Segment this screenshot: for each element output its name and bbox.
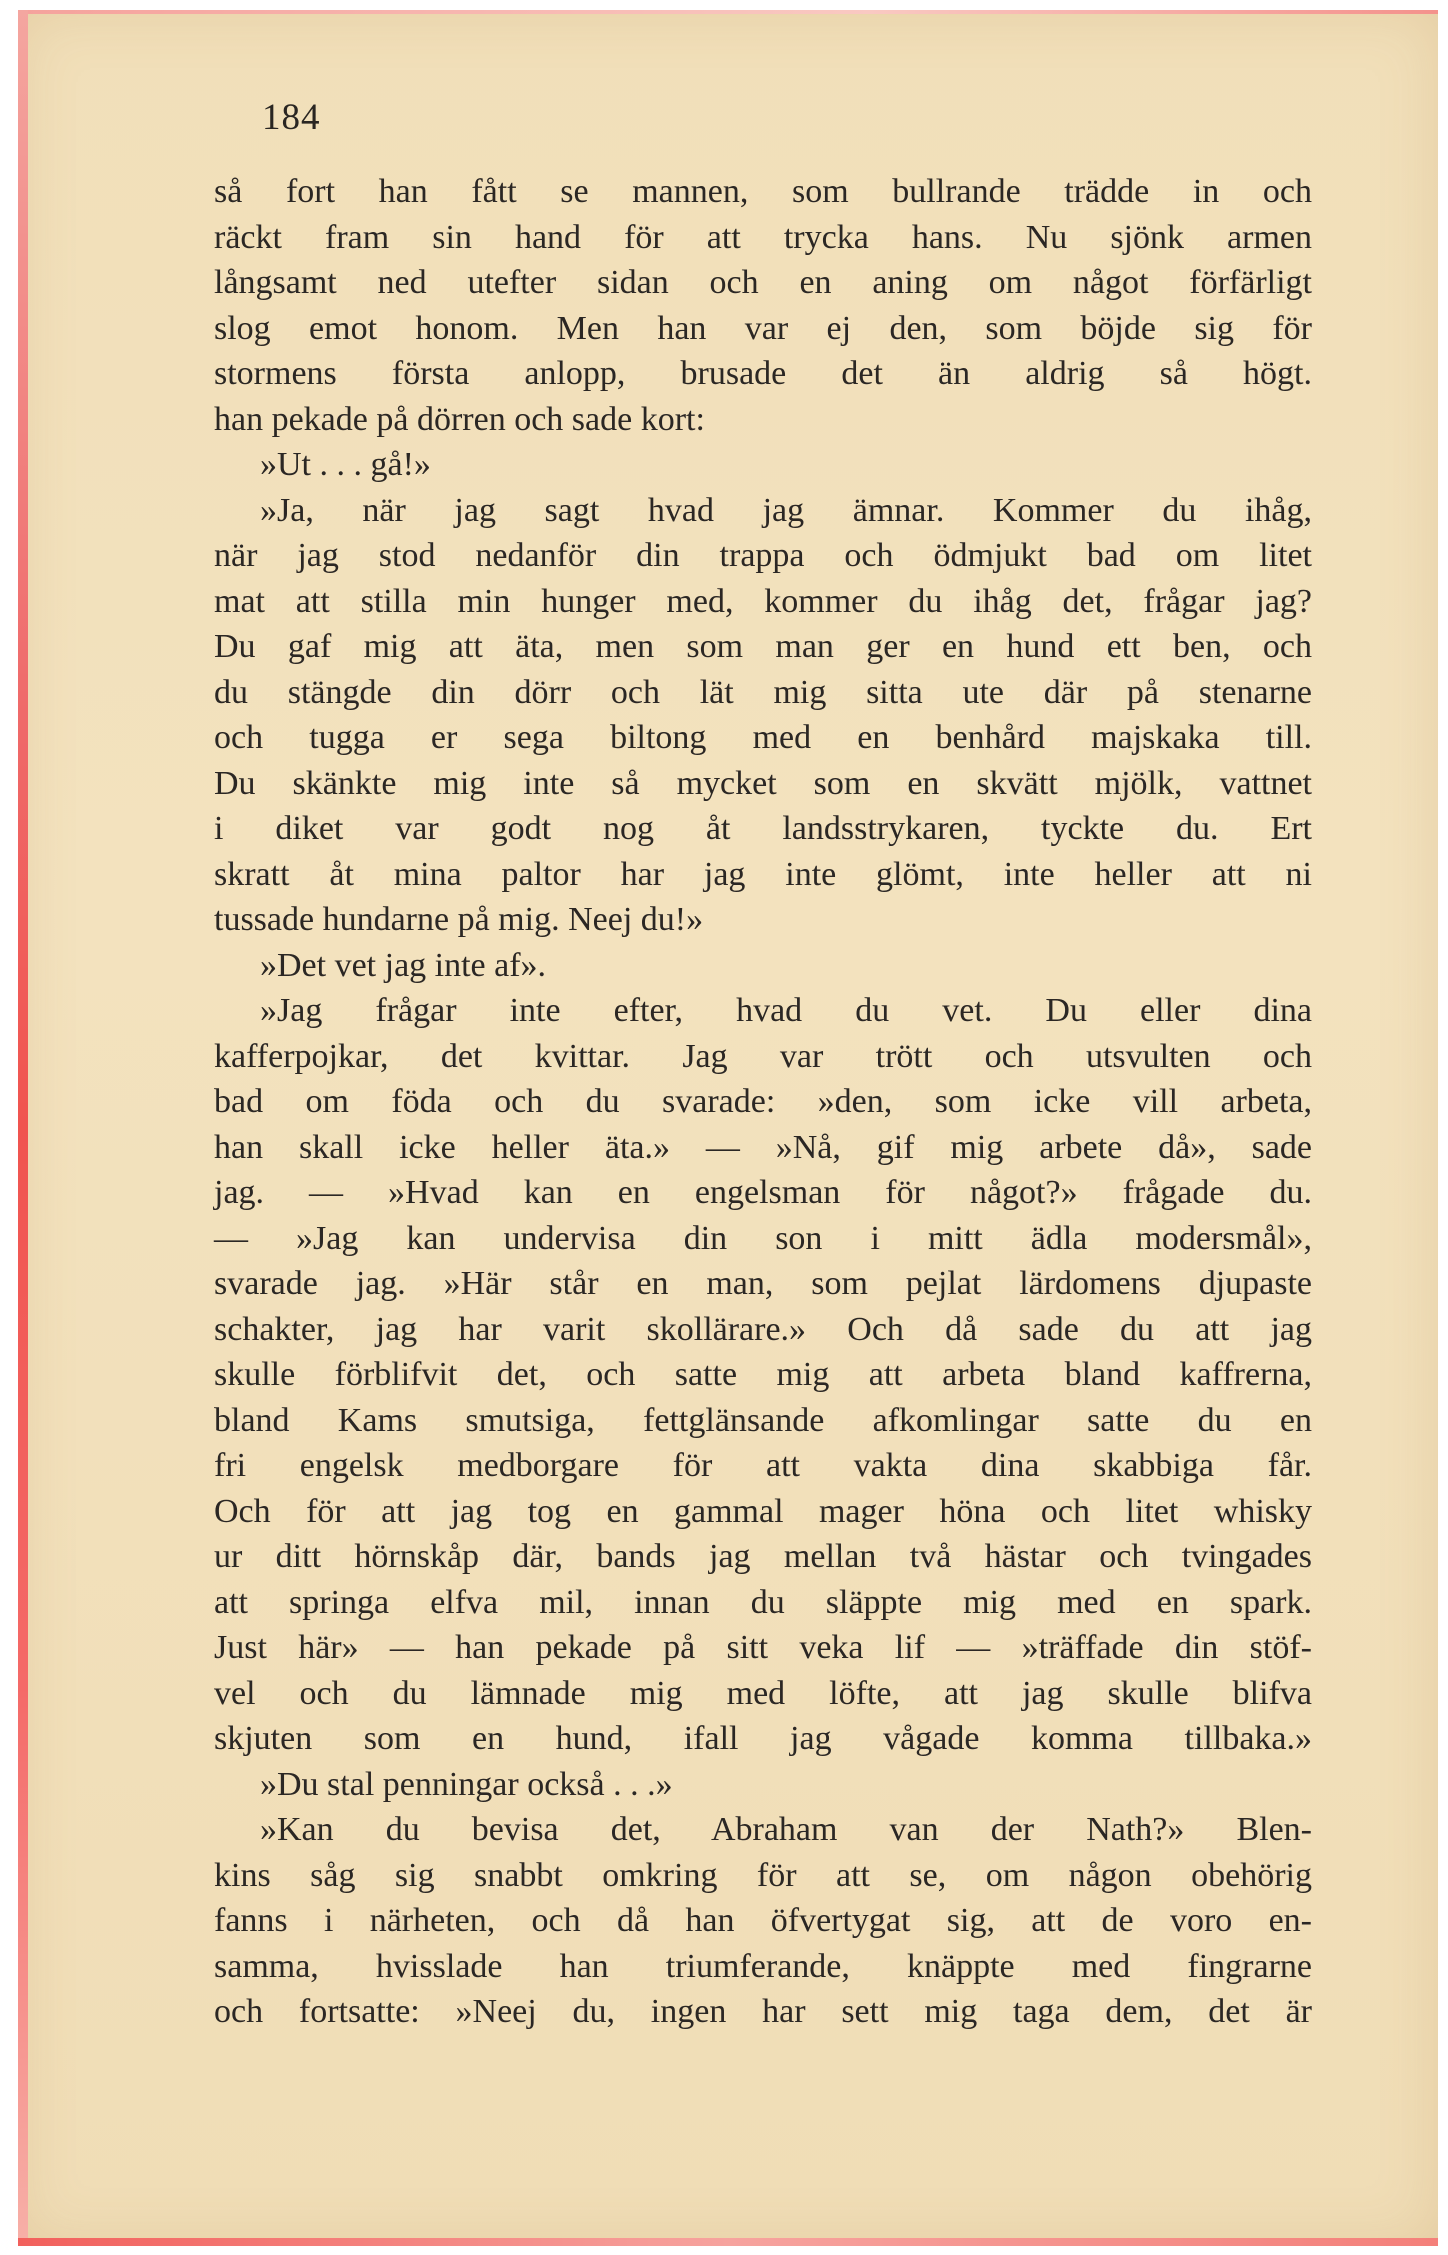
text-line: »Ja, när jag sagt hvad jag ämnar. Kommer du ihåg,	[260, 491, 1312, 529]
text-line: »Det vet jag inte af».	[260, 946, 547, 984]
text-line: du stängde din dörr och lät mig sitta ute där på stenarne	[214, 673, 1312, 711]
text-line: vel och du lämnade mig med löfte, att jag skulle blifva	[214, 1674, 1312, 1712]
text-line: — »Jag kan undervisa din son i mitt ädla modersmål»,	[214, 1219, 1312, 1257]
text-line: jag. — »Hvad kan en engelsman för något?» frågade du.	[214, 1174, 1312, 1211]
text-line: Du skänkte mig inte så mycket som en skvätt mjölk, vattnet	[214, 764, 1312, 802]
text-line: slog emot honom. Men han var ej den, som böjde sig för	[214, 309, 1312, 347]
text-line: att springa elfva mil, innan du släppte mig med en spark.	[214, 1583, 1312, 1621]
text-line: »Kan du bevisa det, Abraham van der Nath?» Blen-	[260, 1811, 1312, 1848]
text-line: kafferpojkar, det kvittar. Jag var trött och utsvulten och	[214, 1037, 1312, 1075]
text-line: »Du stal penningar också . . .»	[260, 1765, 673, 1803]
page-edge-top	[18, 10, 1438, 14]
text-line: bland Kams smutsiga, fettglänsande afkomlingar satte du en	[214, 1401, 1312, 1439]
page-edge-left	[18, 10, 28, 2246]
text-line: tussade hundarne på mig. Neej du!»	[214, 901, 704, 938]
text-line: fanns i närheten, och då han öfvertygat sig, att de voro en-	[214, 1902, 1312, 1939]
text-line: skjuten som en hund, ifall jag vågade komma tillbaka.»	[214, 1720, 1312, 1757]
text-line: skulle förblifvit det, och satte mig att arbeta bland kaffrerna,	[214, 1356, 1312, 1393]
text-line: så fort han fått se mannen, som bullrande trädde in och	[214, 173, 1312, 210]
text-line: mat att stilla min hunger med, kommer du ihåg det, frågar jag?	[214, 582, 1312, 620]
text-line: ur ditt hörnskåp där, bands jag mellan två hästar och tvingades	[214, 1538, 1312, 1575]
page-number: 184	[262, 97, 321, 138]
text-line: kins såg sig snabbt omkring för att se, om någon obehörig	[214, 1856, 1312, 1894]
text-line: han skall icke heller äta.» — »Nå, gif mig arbete då», sade	[214, 1128, 1312, 1166]
text-line: fri engelsk medborgare för att vakta dina skabbiga får.	[214, 1447, 1312, 1484]
text-line: Du gaf mig att äta, men som man ger en hund ett ben, och	[214, 628, 1312, 665]
body-text	[214, 169, 1312, 2035]
text-line: »Ut . . . gå!»	[260, 446, 431, 483]
text-line: långsamt ned utefter sidan och en aning om något förfärligt	[214, 264, 1312, 301]
text-line: bad om föda och du svarade: »den, som icke vill arbeta,	[214, 1083, 1312, 1120]
text-line: schakter, jag har varit skollärare.» Och då sade du att jag	[214, 1310, 1312, 1348]
text-line: Just här» — han pekade på sitt veka lif — »träffade din stöf-	[214, 1629, 1312, 1666]
text-line: samma, hvisslade han triumferande, knäppte med fingrarne	[214, 1947, 1312, 1985]
text-line: han pekade på dörren och sade kort:	[214, 400, 705, 438]
text-line: när jag stod nedanför din trappa och ödmjukt bad om litet	[214, 537, 1312, 574]
text-line: och fortsatte: »Neej du, ingen har sett mig taga dem, det är	[214, 1993, 1312, 2030]
text-line: räckt fram sin hand för att trycka hans. Nu sjönk armen	[214, 218, 1312, 256]
text-line: Och för att jag tog en gammal mager höna och litet whisky	[214, 1492, 1312, 1530]
text-line: skratt åt mina paltor har jag inte glömt, inte heller att ni	[214, 855, 1312, 893]
text-line: »Jag frågar inte efter, hvad du vet. Du eller dina	[260, 992, 1312, 1029]
text-line: stormens första anlopp, brusade det än aldrig så högt.	[214, 355, 1312, 392]
text-line: och tugga er sega biltong med en benhård majskaka till.	[214, 719, 1312, 756]
page-edge-bottom	[18, 2238, 1438, 2246]
text-line: i diket var godt nog åt landsstrykaren, tyckte du. Ert	[214, 810, 1312, 847]
text-line: svarade jag. »Här står en man, som pejlat lärdomens djupaste	[214, 1265, 1312, 1302]
